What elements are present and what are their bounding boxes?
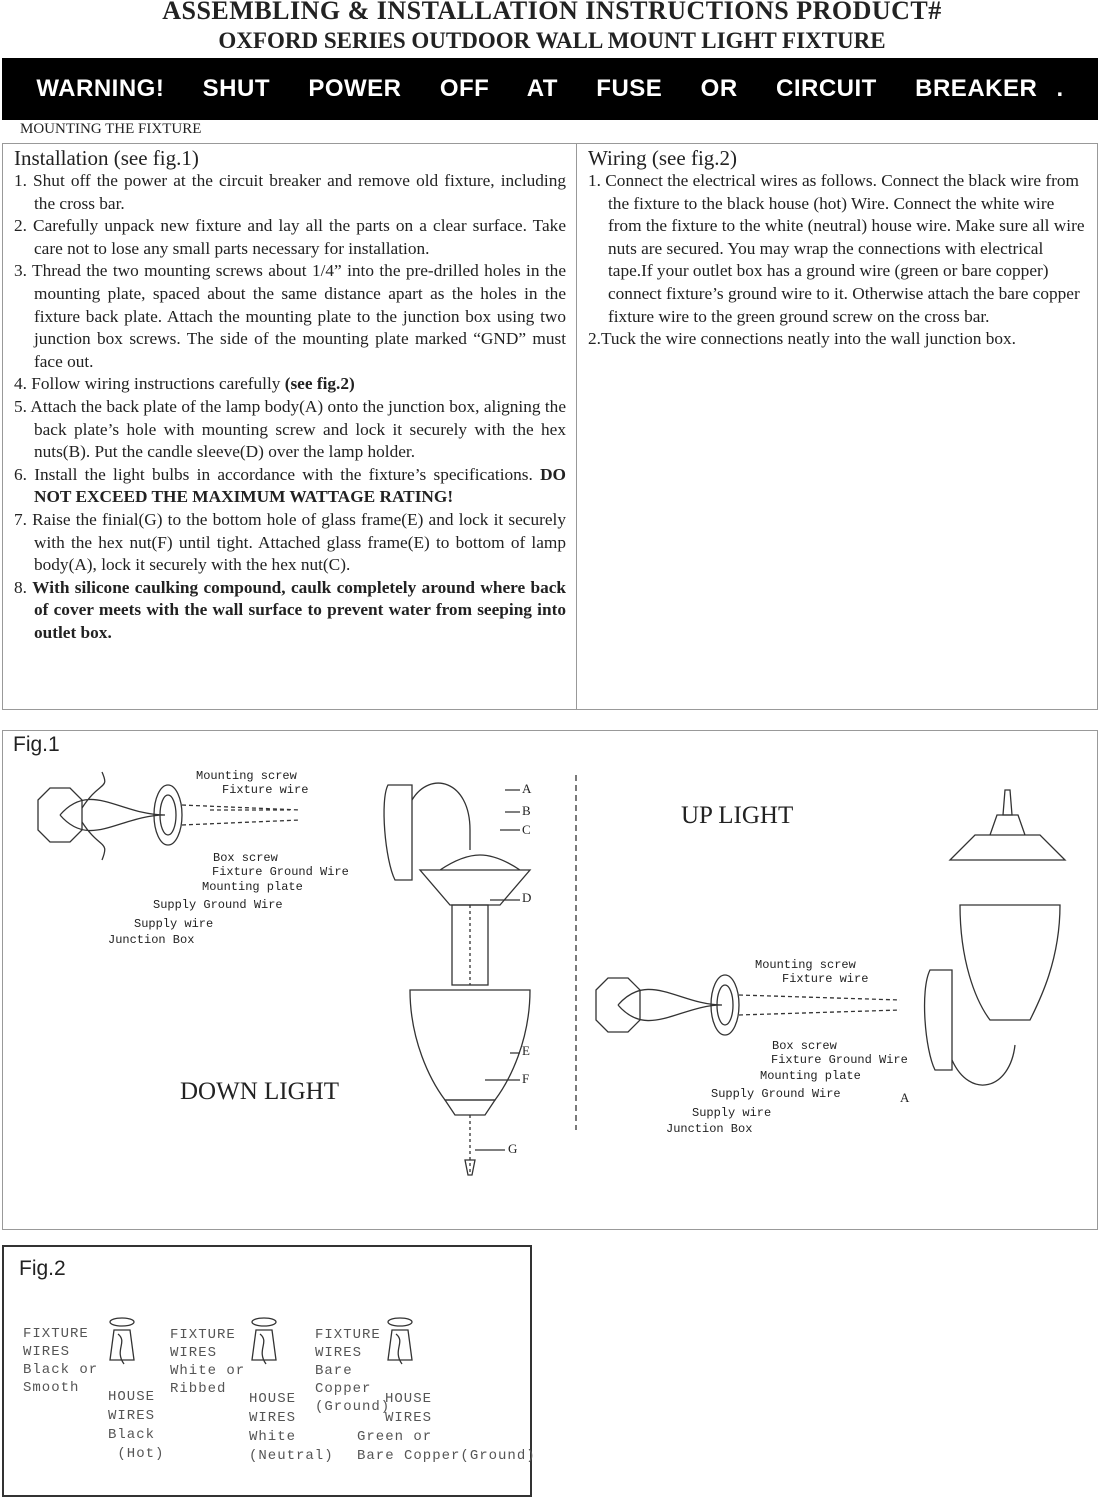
step-emphasis: DO NOT EXCEED THE MAXIMUM WATTAGE RATING! xyxy=(34,464,566,507)
step-text: 8. xyxy=(14,577,33,597)
step-emphasis: (see fig.2) xyxy=(284,374,355,394)
mounting-screw-label: Mounting screw xyxy=(196,769,297,783)
house-wires-ground: HOUSE WIRES xyxy=(385,1391,433,1426)
supply-wire-label: Supply wire xyxy=(692,1106,772,1120)
supply-ground-wire-label: Supply Ground Wire xyxy=(153,898,283,912)
house-wires-ground-colors: Green or Bare Copper(Ground) xyxy=(357,1429,536,1464)
part-letter-g: G xyxy=(508,1141,518,1156)
warning-text: WARNING! SHUT POWER OFF AT FUSE OR CIRCUIT BREAKER . xyxy=(36,75,1064,102)
wiring-step: 2.Tuck the wire connections neatly into the wall junction box. xyxy=(588,329,1016,349)
step-emphasis: With silicone caulking compound, caulk completely around where back of cover meets with the wall surface to prevent water from seeping into outlet box. xyxy=(32,577,567,642)
junction-box-label: Junction Box xyxy=(666,1122,753,1136)
document-subtitle: OXFORD SERIES OUTDOOR WALL MOUNT LIGHT FIXTURE xyxy=(218,28,886,53)
fixture-wires-ground: FIXTURE WIRES Bare Copper (Ground) xyxy=(315,1327,391,1415)
mounting-screw-label: Mounting screw xyxy=(755,958,856,972)
part-letter-b: B xyxy=(522,803,531,818)
fixture-wires-neutral: FIXTURE WIRES White or Ribbed xyxy=(170,1327,246,1397)
fig2-label: Fig.2 xyxy=(19,1257,66,1280)
step-text: 6. Install the light bulbs in accordance with the fixture’s specifications. xyxy=(14,464,541,484)
step-text: 2. Carefully unpack new fixture and lay all the parts on a clear surface. Take care not to lose any small parts necessary for installation. xyxy=(14,216,566,258)
step-text: 4. Follow wiring instructions carefully xyxy=(14,374,285,394)
box-screw-label: Box screw xyxy=(772,1039,837,1053)
down-light-label: DOWN LIGHT xyxy=(180,1078,339,1105)
wiring-step: 1. Connect the electrical wires as follows. Connect the black wire from the fixture to the black house (hot) Wire. Connect the white wire from the fixture to the white (neutral) house wire. Make sure all wire nuts are secured. You may wrap the connections with electrical tape.If your outlet box has a ground wire (green or bare copper) connect fixture’s ground wire to it. Otherwise attach the bare copper fixture wire to the green ground screw on the cross bar. xyxy=(588,171,1085,326)
fixture-ground-wire-label: Fixture Ground Wire xyxy=(212,865,349,879)
part-letter-a: A xyxy=(900,1090,910,1105)
part-letter-c: C xyxy=(522,822,531,837)
house-wires-neutral: HOUSE WIRES White (Neutral) xyxy=(249,1391,334,1464)
part-letter-e: E xyxy=(522,1043,530,1058)
fig1-label: Fig.1 xyxy=(13,733,60,756)
part-letter-a: A xyxy=(522,781,532,796)
up-light-drawing xyxy=(925,790,1065,1085)
step-text: 3. Thread the two mounting screws about 1/4” into the pre-drilled holes in the mounting plate, spaced about the same distance apart as the holes in the fixture back plate. Attach the mounting plate to the junction box using two junction box screws. The side of the mounting plate marked “GND” must face out. xyxy=(14,261,566,371)
document-title: ASSEMBLING & INSTALLATION INSTRUCTIONS PRODUCT# xyxy=(162,0,942,25)
supply-wire-label: Supply wire xyxy=(134,917,214,931)
step-text: 7. Raise the finial(G) to the bottom hole of glass frame(E) and lock it securely with the hex nut(F) until tight. Attached glass frame(E) to bottom of lamp body(A), lock it securely with the hex nut(C). xyxy=(14,509,566,575)
fixture-wires-hot: FIXTURE WIRES Black or Smooth xyxy=(23,1326,99,1396)
house-wires-hot: HOUSE WIRES Black (Hot) xyxy=(108,1389,165,1462)
installation-heading: Installation (see fig.1) xyxy=(14,146,199,170)
step-text: 1. Shut off the power at the circuit breaker and remove old fixture, including the cross bar. xyxy=(14,171,566,213)
part-letter-d: D xyxy=(522,890,532,905)
section-title: MOUNTING THE FIXTURE xyxy=(20,121,202,137)
supply-ground-wire-label: Supply Ground Wire xyxy=(711,1087,841,1101)
fixture-ground-wire-label: Fixture Ground Wire xyxy=(771,1053,908,1067)
part-letter-f: F xyxy=(522,1071,530,1086)
mounting-plate-label: Mounting plate xyxy=(760,1069,861,1083)
junction-box-label: Junction Box xyxy=(108,933,195,947)
step-text: 5. Attach the back plate of the lamp body(A) onto the junction box, aligning the back plate’s hole with mounting screw and lock it securely with the hex nuts(B). Put the candle sleeve(D) over the lamp holder. xyxy=(14,396,566,462)
box-screw-label: Box screw xyxy=(213,851,278,865)
down-light-drawing xyxy=(384,783,530,1175)
fixture-wire-label: Fixture wire xyxy=(222,783,309,797)
up-light-label: UP LIGHT xyxy=(681,802,794,829)
mounting-plate-label: Mounting plate xyxy=(202,880,303,894)
fixture-wire-label: Fixture wire xyxy=(782,972,869,986)
wiring-heading: Wiring (see fig.2) xyxy=(588,146,738,170)
